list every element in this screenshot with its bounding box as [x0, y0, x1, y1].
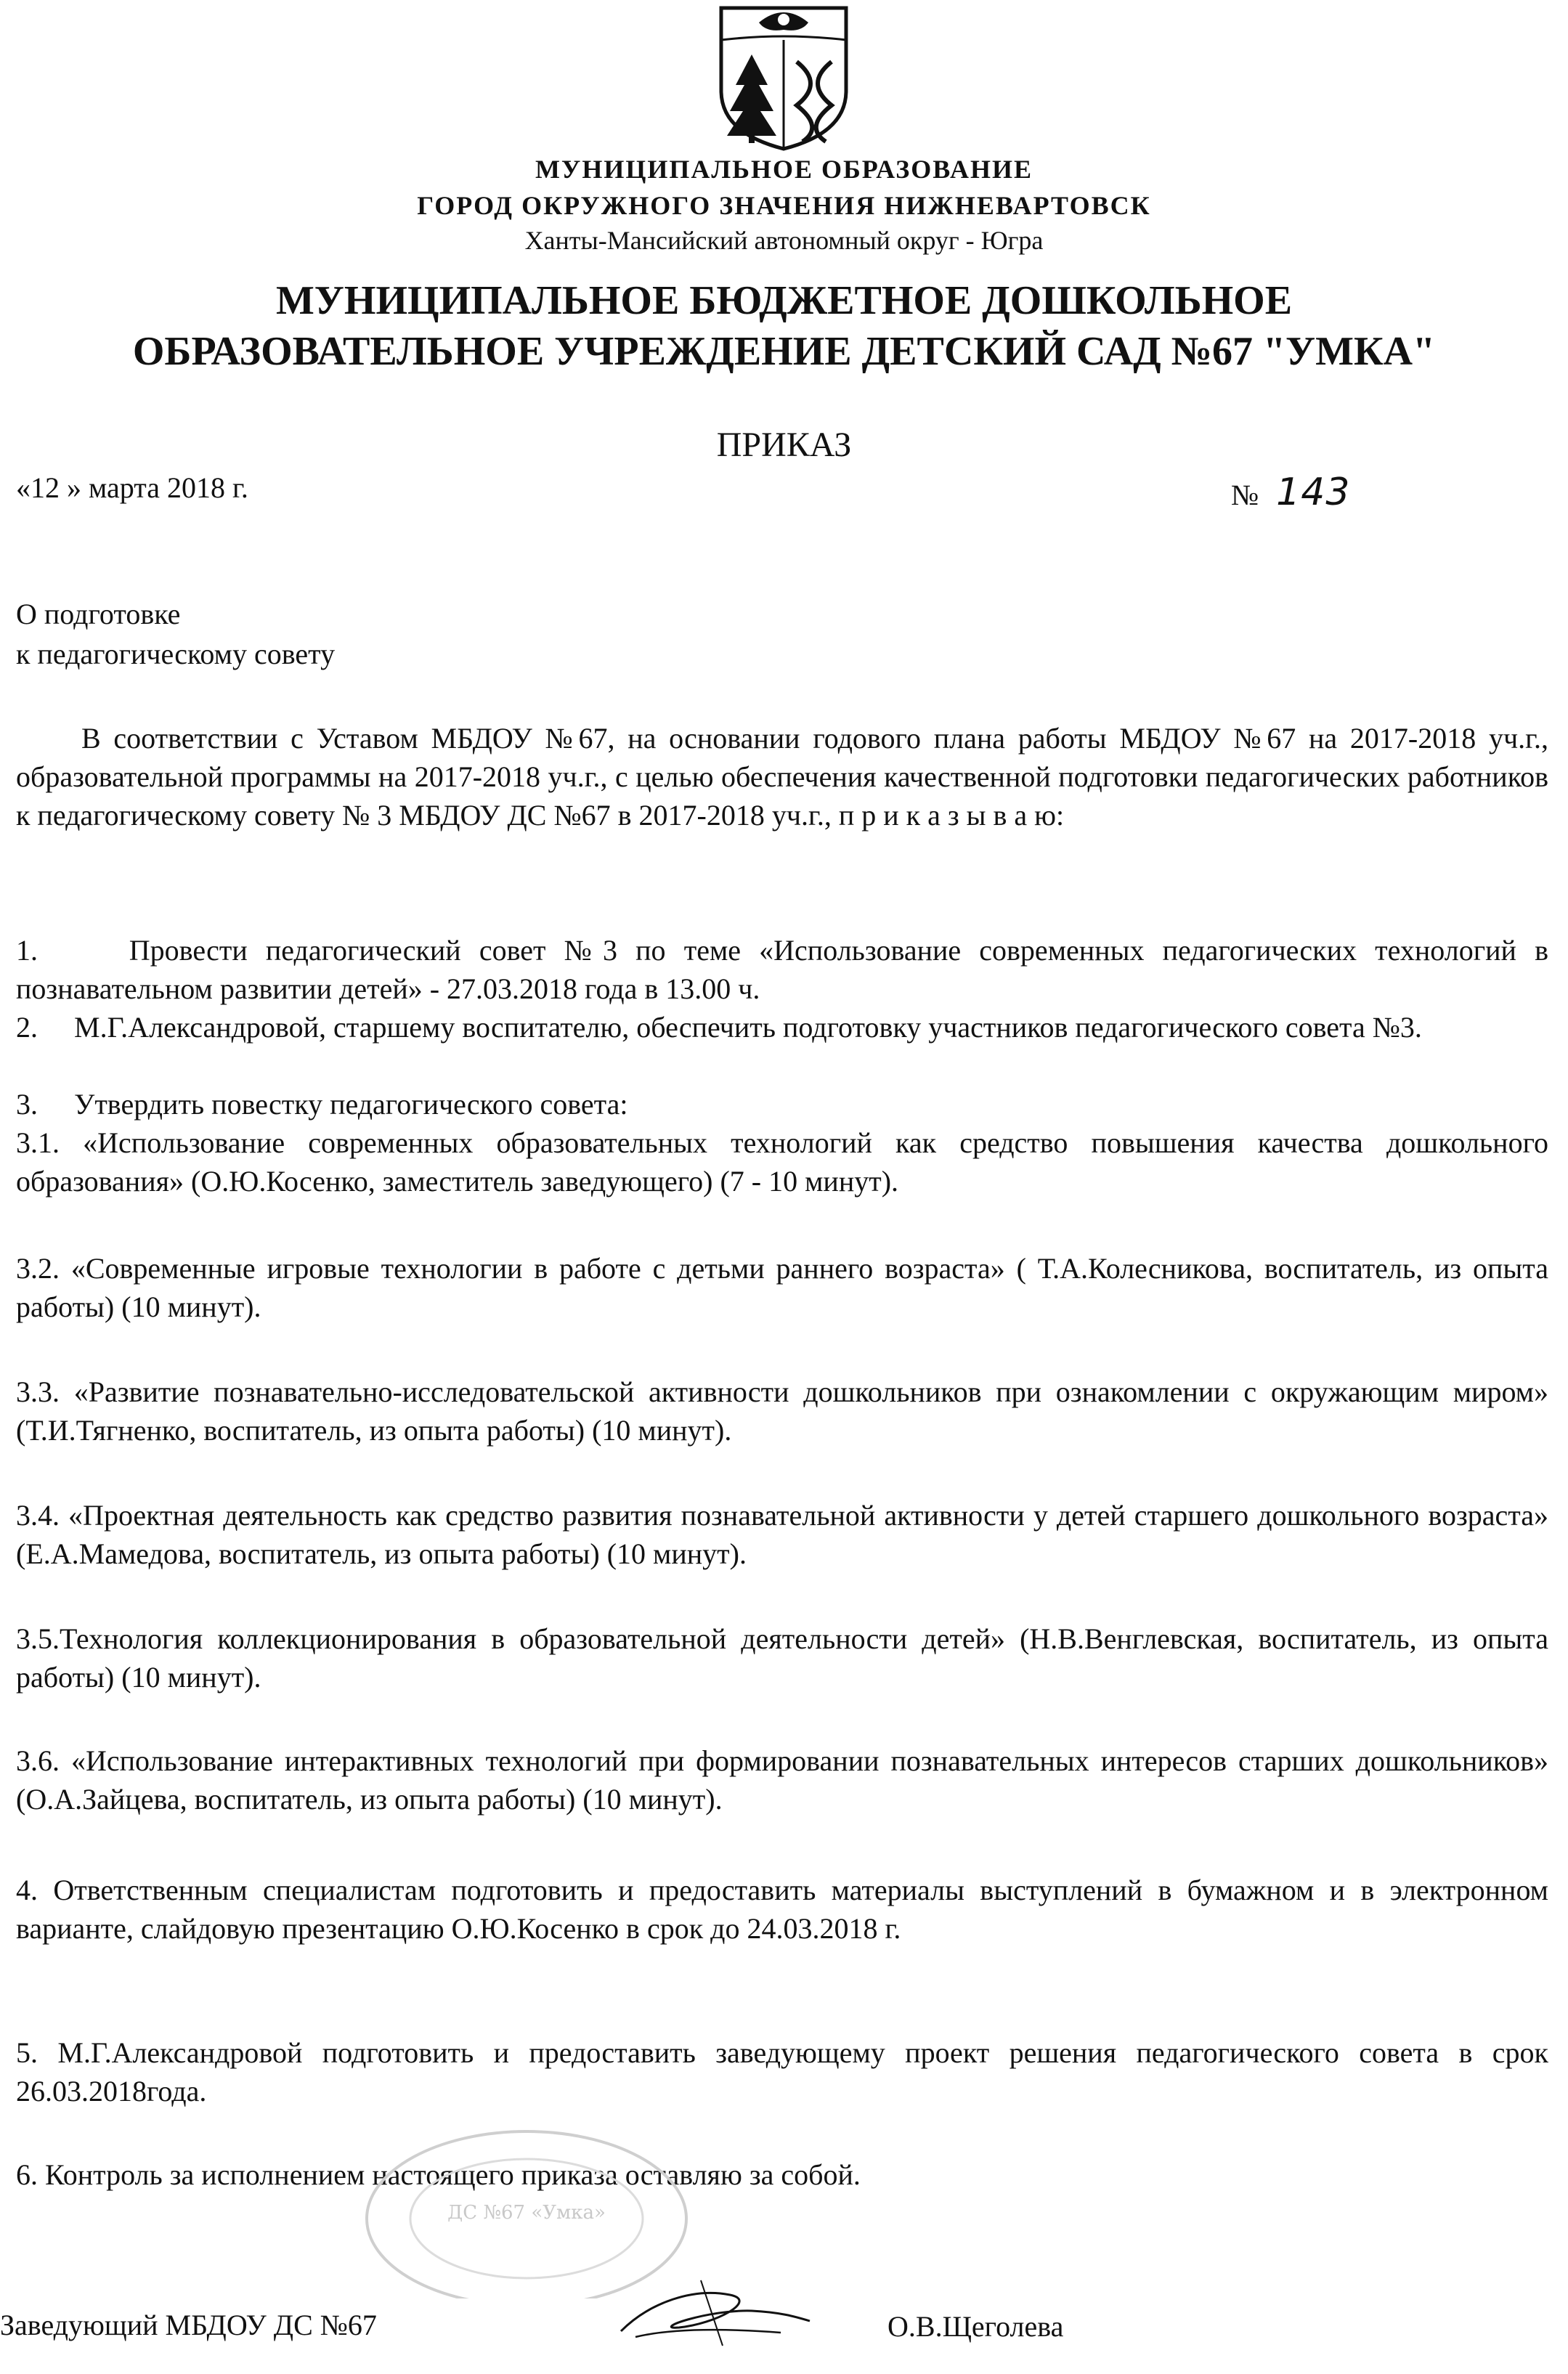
- municipality-line-2: ГОРОД ОКРУЖНОГО ЗНАЧЕНИЯ НИЖНЕВАРТОВСК: [417, 191, 1151, 220]
- organization-name-line-1: МУНИЦИПАЛЬНОЕ БЮДЖЕТНОЕ ДОШКОЛЬНОЕ: [275, 278, 1293, 323]
- region-line: Ханты-Мансийский автономный округ - Югра: [524, 226, 1044, 255]
- list-item: 1. Провести педагогический совет №3 по теме «Использование современных педагогических технологий в познавательном развитии детей» - 27.03.2018 года в 13.00 ч.: [16, 934, 1548, 1005]
- list-item: 3.5.Технология коллекционирования в образовательной деятельности детей» (Н.В.Венглевская, воспитатель, из опыта работы) (10 минут).: [16, 1622, 1548, 1694]
- order-title: ПРИКАЗ: [716, 426, 852, 464]
- signatory-role: Заведующий МБДОУ ДС №67: [0, 2309, 377, 2341]
- list-item: 3.4. «Проектная деятельность как средство развития познавательной активности у детей старшего дошкольного возраста» (Е.А.Мамедова, воспитатель, из опыта работы) (10 минут).: [16, 1499, 1548, 1570]
- order-date: «12 » марта 2018 г.: [16, 471, 248, 504]
- order-number-value: 143: [1276, 471, 1351, 514]
- list-item: 3.1. «Использование современных образовательных технологий как средство повышения качества дошкольного образования» (О.Ю.Косенко, заместитель заведующего) (7 - 10 минут).: [16, 1126, 1548, 1198]
- organization-name-line-2: ОБРАЗОВАТЕЛЬНОЕ УЧРЕЖДЕНИЕ ДЕТСКИЙ САД №67 "УМКА": [132, 329, 1436, 374]
- subject-line-1: О подготовке: [16, 598, 181, 630]
- coat-of-arms-emblem: [715, 4, 852, 153]
- list-item: 3. Утвердить повестку педагогического совета:: [16, 1088, 628, 1121]
- signatory-name: О.В.Щеголева: [887, 2310, 1064, 2343]
- order-number-label: №: [1231, 479, 1259, 511]
- list-item: 6. Контроль за исполнением настоящего приказа оставляю за собой.: [16, 2158, 861, 2191]
- stamp-text: ДС №67 «Умка»: [447, 2202, 606, 2224]
- list-item: 3.2. «Современные игровые технологии в работе с детьми раннего возраста» ( Т.А.Колесникова, воспитатель, из опыта работы) (10 минут).: [16, 1252, 1548, 1323]
- handwritten-signature: [606, 2259, 824, 2360]
- order-number: [1231, 471, 1350, 514]
- list-item: 5. М.Г.Александровой подготовить и предоставить заведующему проект решения педагогического совета в срок 26.03.2018года.: [16, 2036, 1548, 2107]
- list-item: 3.6. «Использование интерактивных технологий при формировании познавательных интересов старших дошкольников» (О.А.Зайцева, воспитатель, из опыта работы) (10 минут).: [16, 1744, 1548, 1816]
- intro-paragraph: В соответствии с Уставом МБДОУ №67, на основании годового плана работы МБДОУ №67 на 2017-2018 уч.г., образовательной программы на 2017-2018 уч.г., с целью обеспечения качественной подготовки педагогических работников к педагогическому совету № 3 МБДОУ ДС №67 в 2017-2018 уч.г., п р и к а з ы в а ю:: [16, 722, 1548, 832]
- subject-line-2: к педагогическому совету: [16, 638, 336, 670]
- order-subject: [16, 594, 335, 674]
- list-item: 2. М.Г.Александровой, старшему воспитателю, обеспечить подготовку участников педагогического совета №3.: [16, 1011, 1422, 1044]
- list-item: 4. Ответственным специалистам подготовить и предоставить материалы выступлений в бумажном и в электронном варианте, слайдовую презентацию О.Ю.Косенко в срок до 24.03.2018 г.: [16, 1874, 1548, 1945]
- list-item: 3.3. «Развитие познавательно-исследовательской активности дошкольников при ознакомлении с окружающим миром» (Т.И.Тягненко, воспитатель, из опыта работы) (10 минут).: [16, 1375, 1548, 1447]
- municipality-line-1: МУНИЦИПАЛЬНОЕ ОБРАЗОВАНИЕ: [535, 155, 1033, 184]
